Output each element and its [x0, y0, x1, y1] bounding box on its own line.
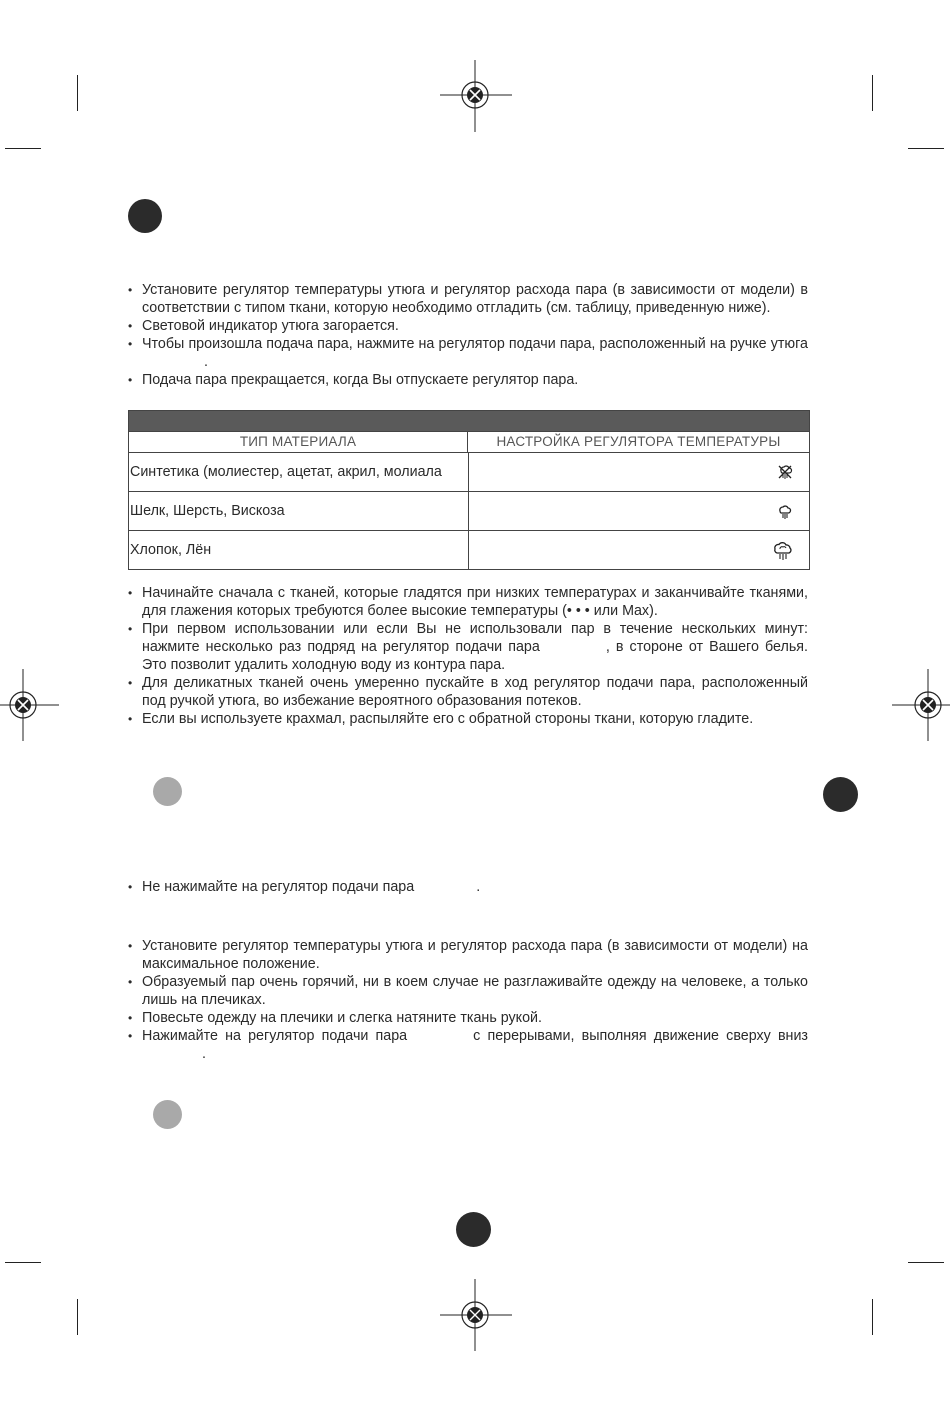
list-item: • Подача пара прекращается, когда Вы отпускаете регулятор пара.: [128, 371, 808, 389]
list-item: • Повесьте одежду на плечики и слегка натяните ткань рукой.: [128, 1009, 808, 1027]
list-item: • Начинайте сначала с тканей, которые гладятся при низких температурах и заканчивайте тканями, для глажения которых требуются более высокие температуры (• • • или Max).: [128, 584, 808, 620]
no-steam-icon: [777, 464, 793, 480]
registration-mark-right: [892, 669, 950, 741]
table-header-row: [129, 431, 809, 452]
list-item: • Образуемый пар очень горячий, ни в коем случае не разглаживайте одежду на человеке, а только лишь на плечиках.: [128, 973, 808, 1009]
table-row: [129, 530, 809, 569]
list-item-text: Чтобы произошла подача пара, нажмите на регулятор подачи пара, расположенный на ручке утюга: [142, 336, 808, 352]
list-item: • Для деликатных тканей очень умеренно пускайте в ход регулятор подачи пара, расположенный под ручкой утюга, во избежание вероятного образования потеков.: [128, 674, 808, 710]
table-cell-material: Хлопок, Лён: [129, 531, 469, 569]
table-title-bar: [129, 411, 809, 431]
list-item-text: Нажимайте на регулятор подачи пара: [142, 1028, 408, 1044]
registration-mark-left: [0, 669, 59, 741]
list-item: [128, 620, 808, 674]
list-item-text-end: .: [476, 879, 481, 895]
section-marker-dark-top: [128, 199, 162, 233]
cloud-two-icon: [773, 540, 793, 560]
table-cell-setting: [469, 492, 809, 530]
list-item-text-middle: с перерывами, выполняя движение сверху вниз: [473, 1028, 808, 1044]
table-cell-material: Шелк, Шерсть, Вискоза: [129, 492, 469, 530]
ironing-tips: [128, 584, 808, 728]
vertical-steam-instructions: [128, 937, 808, 1063]
cloud-one-icon: [777, 503, 793, 519]
table-header-setting: НАСТРОЙКА РЕГУЛЯТОРА ТЕМПЕРАТУРЫ: [496, 434, 781, 449]
table-cell-material: Синтетика (молиестер, ацетат, акрил, молиала: [129, 453, 469, 491]
list-item-text-end: , в стороне от Вашего белья. Это позволит удалить холодную воду из контура пара.: [142, 639, 808, 673]
list-item: • Световой индикатор утюга загорается.: [128, 317, 808, 335]
list-item-text-end: .: [202, 1046, 206, 1062]
table-cell-setting: [469, 453, 809, 491]
list-item: • Если вы используете крахмал, распыляйте его с обратной стороны ткани, которую гладите.: [128, 710, 808, 728]
temperature-table: [128, 410, 810, 570]
list-item: • Установите регулятор температуры утюга и регулятор расхода пара (в зависимости от модели) в соответствии с типом ткани, которую необходимо отгладить (см. таблицу, приведенную ниже).: [128, 281, 808, 317]
intro-instructions: [128, 281, 808, 389]
list-item: [128, 1027, 808, 1063]
registration-mark-top: [440, 60, 512, 132]
table-cell-setting: [469, 531, 809, 569]
section-marker-light-2: [153, 1100, 182, 1129]
list-item: [128, 878, 808, 896]
list-item: [128, 335, 808, 371]
list-item-text: При первом использовании или если Вы не использовали пар в течение нескольких минут: нажмите несколько раз подряд на регулятор подачи пара: [142, 621, 808, 655]
page-number-marker: [456, 1212, 491, 1247]
list-item: • Установите регулятор температуры утюга и регулятор расхода пара (в зависимости от модели) на максимальное положение.: [128, 937, 808, 973]
registration-mark-bottom: [440, 1279, 512, 1351]
section-marker-light-1: [153, 777, 182, 806]
list-item-text-end: .: [204, 354, 208, 370]
table-header-material: ТИП МАТЕРИАЛА: [129, 432, 468, 452]
section-marker-dark-right: [823, 777, 858, 812]
table-row: [129, 452, 809, 491]
table-row: [129, 491, 809, 530]
list-item-text: Не нажимайте на регулятор подачи пара: [142, 879, 415, 895]
dry-ironing-instructions: [128, 878, 808, 896]
